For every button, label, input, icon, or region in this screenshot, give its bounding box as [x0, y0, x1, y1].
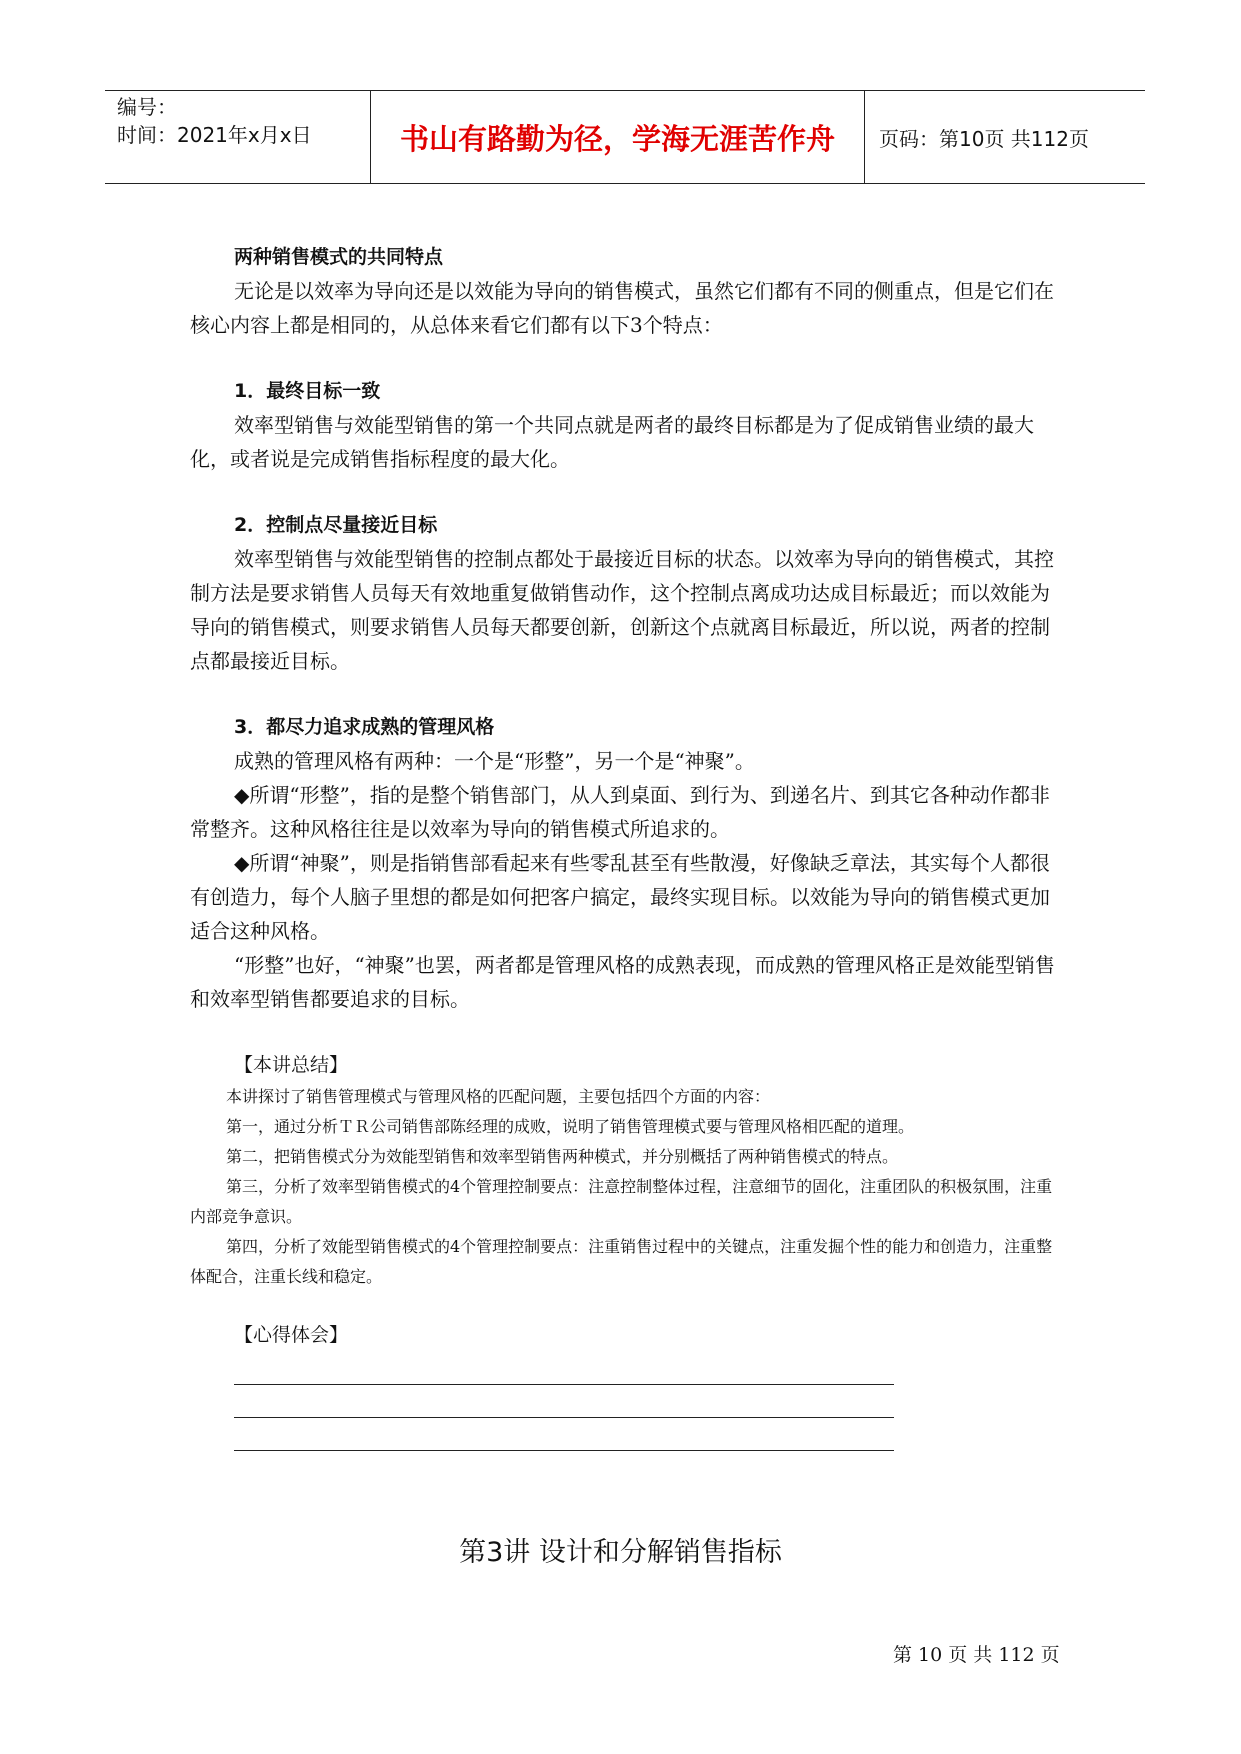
summary-line: 第四，分析了效能型销售模式的4个管理控制要点：注重销售过程中的关键点，注重发掘个性的能力和创造力，注重整体配合，注重长线和稳定。 [190, 1237, 1053, 1286]
section-3-title: 3．都尽力追求成熟的管理风格 [234, 716, 495, 738]
writing-line [234, 1352, 894, 1385]
summary-line: 本讲探讨了销售管理模式与管理风格的匹配问题，主要包括四个方面的内容： [226, 1087, 771, 1106]
header-motto: 书山有路勤为径，学海无涯苦作舟 [370, 91, 865, 183]
writing-line [234, 1418, 894, 1451]
header-meta [117, 91, 367, 185]
section-3-paragraph-4: “形整”也好，“神聚”也罢，两者都是管理风格的成熟表现，而成熟的管理风格正是效能型销售和效率型销售都要追求的目标。 [190, 953, 1055, 1011]
page-footer: 第 10 页 共 112 页 [893, 1644, 1060, 1666]
summary-line: 第一，通过分析ＴＲ公司销售部陈经理的成败，说明了销售管理模式要与管理风格相匹配的道理。 [226, 1117, 915, 1136]
section-3-paragraph-2: ◆所谓“形整”，指的是整个销售部门，从人到桌面、到行为、到递名片、到其它各种动作都非常整齐。这种风格往往是以效率为导向的销售模式所追求的。 [190, 783, 1050, 841]
page-header [105, 90, 1145, 184]
document-number-label: 编号： [117, 95, 177, 119]
intro-paragraph: 无论是以效率为导向还是以效能为导向的销售模式，虽然它们都有不同的侧重点，但是它们在核心内容上都是相同的，从总体来看它们都有以下3个特点： [190, 279, 1054, 337]
document-body [190, 240, 1060, 1451]
summary-line: 第二，把销售模式分为效能型销售和效率型销售两种模式，并分别概括了两种销售模式的特点。 [226, 1147, 899, 1166]
section-2-paragraph: 效率型销售与效能型销售的控制点都处于最接近目标的状态。以效率为导向的销售模式，其控制方法是要求销售人员每天有效地重复做销售动作，这个控制点离成功达成目标最近；而以效能为导向的销售模式，则要求销售人员每天都要创新，创新这个点就离目标最近，所以说，两者的控制点都最接近目标。 [190, 547, 1054, 673]
section-3-paragraph-1: 成熟的管理风格有两种：一个是“形整”，另一个是“神聚”。 [234, 749, 755, 773]
section-title-common-features: 两种销售模式的共同特点 [234, 246, 444, 268]
header-page-number: 页码：第10页 共112页 [879, 126, 1089, 151]
summary-title: 【本讲总结】 [234, 1054, 349, 1076]
section-3-paragraph-3: ◆所谓“神聚”，则是指销售部看起来有些零乱甚至有些散漫，好像缺乏章法，其实每个人都很有创造力，每个人脑子里想的都是如何把客户搞定，最终实现目标。以效能为导向的销售模式更加适合这种风格。 [190, 851, 1050, 943]
summary-line: 第三，分析了效率型销售模式的4个管理控制要点：注意控制整体过程，注意细节的固化，注重团队的积极氛围，注重内部竞争意识。 [190, 1177, 1053, 1226]
writing-line [234, 1385, 894, 1418]
section-1-paragraph: 效率型销售与效能型销售的第一个共同点就是两者的最终目标都是为了促成销售业绩的最大化，或者说是完成销售指标程度的最大化。 [190, 413, 1034, 471]
document-date: 时间：2021年x月x日 [117, 123, 312, 147]
section-2-title: 2．控制点尽量接近目标 [234, 514, 438, 536]
section-1-title: 1．最终目标一致 [234, 380, 381, 402]
reflection-writing-lines [234, 1352, 894, 1451]
chapter-title: 第3讲 设计和分解销售指标 [459, 1537, 782, 1568]
reflection-title: 【心得体会】 [234, 1324, 349, 1346]
